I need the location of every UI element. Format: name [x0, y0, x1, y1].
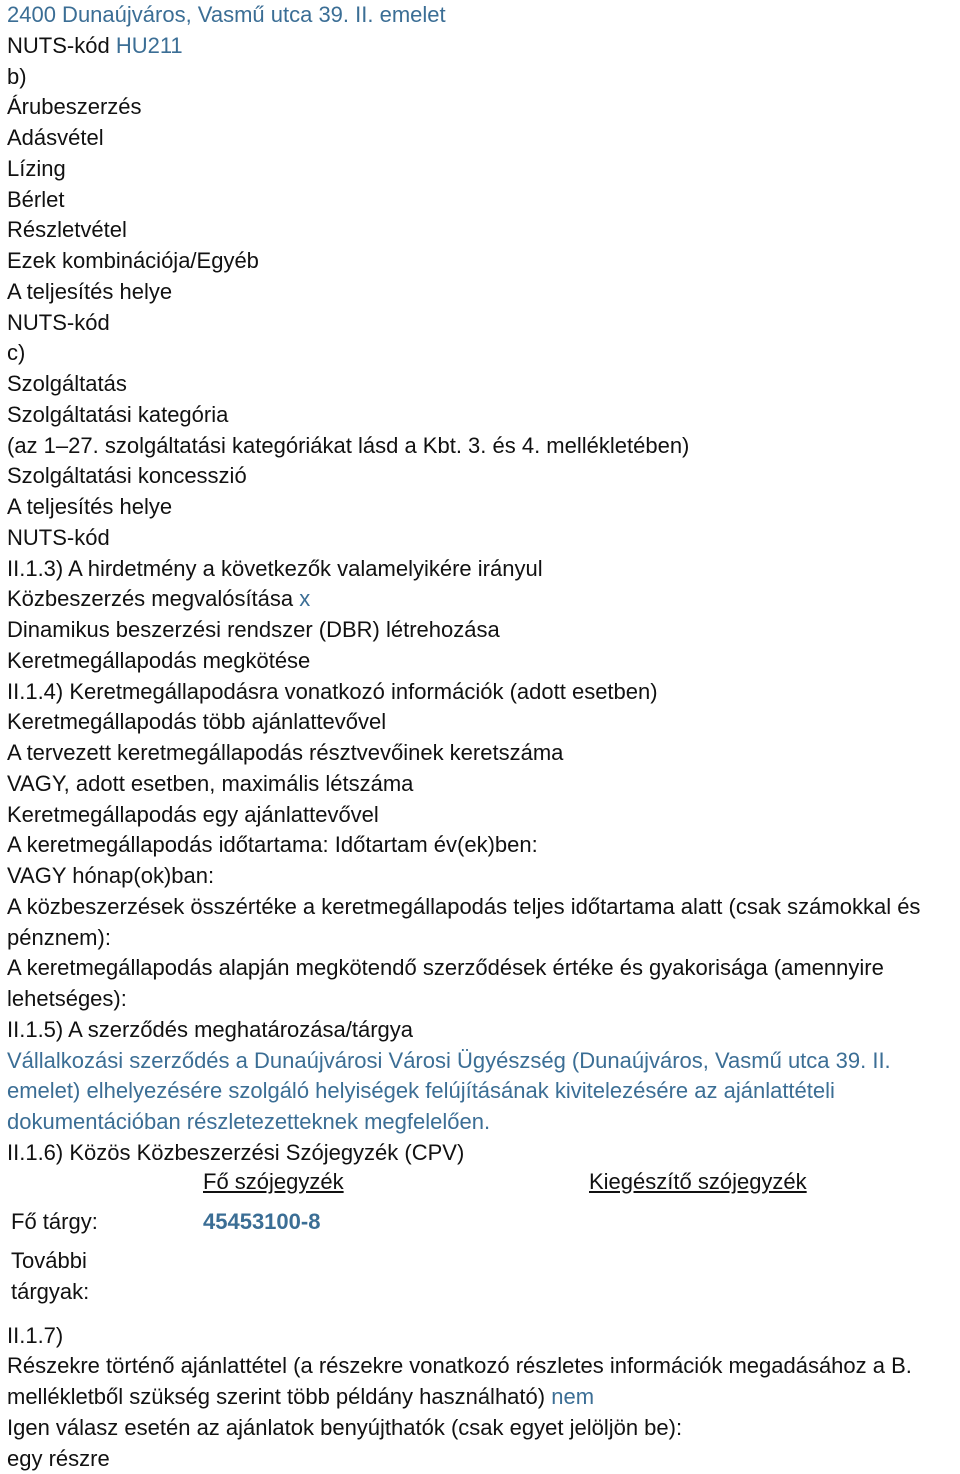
cpv-col-supp: Kiegészítő szójegyzék: [589, 1169, 807, 1195]
ii14-line-1: Keretmegállapodás több ajánlattevővel: [7, 707, 957, 738]
section-b-nuts: NUTS-kód: [7, 308, 957, 339]
option-adasvetel: Adásvétel: [7, 123, 957, 154]
option-reszletvetel: Részletvétel: [7, 215, 957, 246]
section-c-concession: Szolgáltatási koncesszió: [7, 461, 957, 492]
ii14-line-2: A tervezett keretmegállapodás résztvevőinek keretszáma: [7, 738, 957, 769]
nuts-label: NUTS-kód: [7, 33, 110, 58]
nuts-value: HU211: [116, 33, 183, 58]
ii14-line-8: A keretmegállapodás alapján megkötendő szerződések értéke és gyakorisága (amennyire lehetséges):: [7, 953, 957, 1015]
ii13-item-dbr: Dinamikus beszerzési rendszer (DBR) létrehozása: [7, 615, 957, 646]
section-c-category: Szolgáltatási kategória: [7, 400, 957, 431]
cpv-table: [7, 1169, 957, 1321]
section-c-nuts: NUTS-kód: [7, 523, 957, 554]
ii15-heading: II.1.5) A szerződés meghatározása/tárgya: [7, 1015, 957, 1046]
cpv-main-code: 45453100-8: [203, 1209, 320, 1235]
cpv-other-label-2: tárgyak:: [11, 1279, 89, 1305]
section-c-title: Szolgáltatás: [7, 369, 957, 400]
cpv-col-main: Fő szójegyzék: [203, 1169, 344, 1195]
ii17-answer: nem: [551, 1384, 594, 1409]
option-berlet: Bérlet: [7, 185, 957, 216]
cpv-main-label: Fő tárgy:: [11, 1209, 98, 1235]
nuts-code-line: [7, 31, 957, 62]
ii17-line-2: Igen válasz esetén az ajánlatok benyújthatók (csak egyet jelöljön be):: [7, 1413, 957, 1444]
section-c-place: A teljesítés helye: [7, 492, 957, 523]
cpv-other-label-1: További: [11, 1248, 87, 1274]
ii13-heading: II.1.3) A hirdetmény a következők valamelyikére irányul: [7, 554, 957, 585]
section-c-letter: c): [7, 338, 957, 369]
ii14-line-4: Keretmegállapodás egy ajánlattevővel: [7, 800, 957, 831]
ii13-item1-text: Közbeszerzés megvalósítása: [7, 586, 293, 611]
ii14-heading: II.1.4) Keretmegállapodásra vonatkozó információk (adott esetben): [7, 677, 957, 708]
document: [7, 0, 957, 1474]
checked-mark: x: [299, 586, 310, 611]
address: 2400 Dunaújváros, Vasmű utca 39. II. emelet: [7, 0, 957, 31]
ii17-text-body: Részekre történő ajánlattétel (a részekre vonatkozó részletes információk megadásához a B. mellékletből szükség szerint több példány használható): [7, 1353, 912, 1409]
option-lizing: Lízing: [7, 154, 957, 185]
ii17-line-3: egy részre: [7, 1444, 957, 1474]
section-b-letter: b): [7, 62, 957, 93]
ii13-item-kozbeszerzes: [7, 584, 957, 615]
section-b-title: Árubeszerzés: [7, 92, 957, 123]
section-b-place: A teljesítés helye: [7, 277, 957, 308]
option-egyeb: Ezek kombinációja/Egyéb: [7, 246, 957, 277]
section-c-category-note: (az 1–27. szolgáltatási kategóriákat lásd a Kbt. 3. és 4. mellékletében): [7, 431, 957, 462]
ii14-line-7: A közbeszerzések összértéke a keretmegállapodás teljes időtartama alatt (csak számokkal és pénznem):: [7, 892, 957, 954]
ii14-line-3: VAGY, adott esetben, maximális létszáma: [7, 769, 957, 800]
ii14-line-5: A keretmegállapodás időtartama: Időtartam év(ek)ben:: [7, 830, 957, 861]
ii17-text: [7, 1351, 957, 1413]
ii16-heading: II.1.6) Közös Közbeszerzési Szójegyzék (CPV): [7, 1138, 957, 1169]
ii13-item-keretmegallapodas: Keretmegállapodás megkötése: [7, 646, 957, 677]
ii17-heading: II.1.7): [7, 1321, 957, 1352]
ii14-line-6: VAGY hónap(ok)ban:: [7, 861, 957, 892]
ii15-body: Vállalkozási szerződés a Dunaújvárosi Városi Ügyészség (Dunaújváros, Vasmű utca 39. II. emelet) elhelyezésére szolgáló helyiségek felújításának kivitelezésére az ajánlattételi dokumentációban részletezetteknek megfelelően.: [7, 1046, 957, 1138]
